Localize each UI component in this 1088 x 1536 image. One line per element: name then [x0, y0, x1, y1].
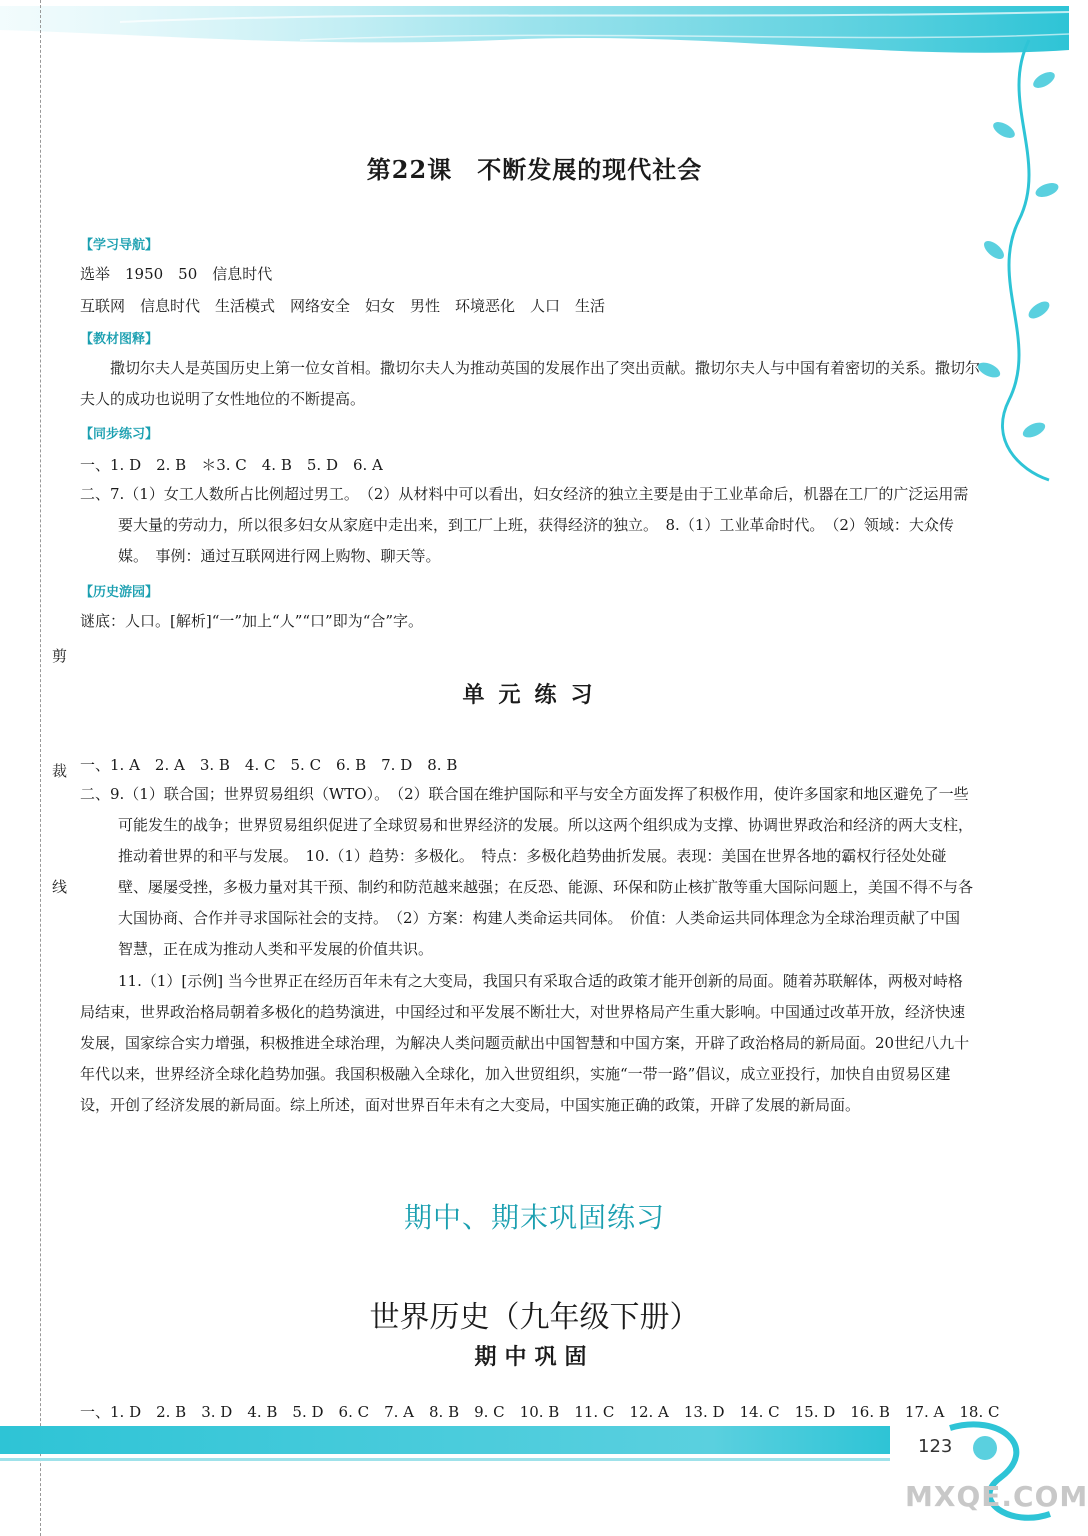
guide-line-2: 互联网 信息时代 生活模式 网络安全 妇女 男性 环境恶化 人口 生活 [80, 297, 606, 315]
garden-tag: 【历史游园】 [80, 585, 159, 600]
bottom-decorative-band [0, 1418, 1069, 1536]
lesson-title: 第22课 不断发展的现代社会 [366, 155, 703, 184]
book-title: 世界历史（九年级下册） [369, 1300, 700, 1335]
practice-part-2: 二、7.（1）女工人数所占比例超过男工。 （2）从材料中可以看出，妇女经济的独立主要是由于工业革命后，机器在工厂的广泛运用需要大量的劳动力，所以很多妇女从家庭中走出来，到工厂上班，获得经济的独立。 8.（1）工业革命时代。 （2）领域：大众传媒。 事例：通过互联网进行网上购物、聊天等。 [80, 485, 969, 565]
cut-label-2: 裁 [52, 762, 68, 780]
guide-line-1: 选举 1950 50 信息时代 [80, 265, 273, 283]
midterm-subtitle: 期中巩固 [474, 1344, 595, 1370]
midterm-answers: 一、1. D 2. B 3. D 4. B 5. D 6. C 7. A 8. B 9. C 10. B 11. C 12. A 13. D 14. C 15. D 16. B 17. A 18. C [80, 1403, 1000, 1421]
cut-label-1: 剪 [52, 647, 68, 665]
garden-text: 谜底：人口。[解析]“一”加上“人”“口”即为“合”字。 [80, 612, 424, 630]
figure-tag: 【教材图释】 [80, 332, 159, 347]
watermark: MXQE.COM [905, 1480, 1088, 1513]
figure-text: 撒切尔夫人是英国历史上第一位女首相。撒切尔夫人为推动英国的发展作出了突出贡献。撒切尔夫人与中国有着密切的关系。撒切尔夫人的成功也说明了女性地位的不断提高。 [80, 359, 981, 408]
unit-part-2: 二、9.（1）联合国；世界贸易组织（WTO）。 （2）联合国在维护国际和平与安全方面发挥了积极作用，使许多国家和地区避免了一些可能发生的战争；世界贸易组织促进了全球贸易和世界经济的发展。所以这两个组织成为支撑、协调世界政治和经济的两大支柱，推动着世界的和平与发展。 10.（1）趋势：多极化。 特点：多极化趋势曲折发展。表现：美国在世界各地的霸权行径处处碰壁、屡屡受挫，多极力量对其干预、制约和防范越来越强；在反恐、能源、环保和防止核扩散等重大国际问题上，美国不得不与各大国协商、合作并寻求国际社会的支持。 （2）方案：构建人类命运共同体。 价值：人类命运共同体理念为全球治理贡献了中国智慧，正在成为推动人类和平发展的价值共识。 [80, 785, 974, 958]
practice-line-1: 一、1. D 2. B ＊3. C 4. B 5. D 6. A [80, 456, 383, 474]
guide-tag: 【学习导航】 [80, 238, 159, 253]
top-decorative-band [0, 0, 1069, 80]
unit-line-1: 一、1. A 2. A 3. B 4. C 5. C 6. B 7. D 8. B [80, 756, 458, 774]
page-number: 123 [918, 1436, 953, 1457]
unit-title: 单元练习 [462, 682, 607, 708]
section-title: 期中、期末巩固练习 [403, 1201, 665, 1234]
unit-part-3: 11.（1）[示例] 当今世界正在经历百年未有之大变局，我国只有采取合适的政策才能开创新的局面。随着苏联解体，两极对峙格局结束，世界政治格局朝着多极化的趋势演进，中国经过和平发展不断壮大，对世界格局产生重大影响。中国通过改革开放，经济快速发展，国家综合实力增强，积极推进全球治理，为解决人类问题贡献出中国智慧和中国方案，开辟了政治格局的新局面。20世纪八九十年代以来，世界经济全球化趋势加强。我国积极融入全球化，加入世贸组织，实施“一带一路”倡议，成立亚投行，加快自由贸易区建设，开创了经济发展的新局面。综上所述，面对世界百年未有之大变局，中国实施正确的政策，开辟了发展的新局面。 [80, 972, 970, 1114]
cut-label-3: 线 [52, 878, 68, 896]
practice-tag: 【同步练习】 [80, 427, 159, 442]
